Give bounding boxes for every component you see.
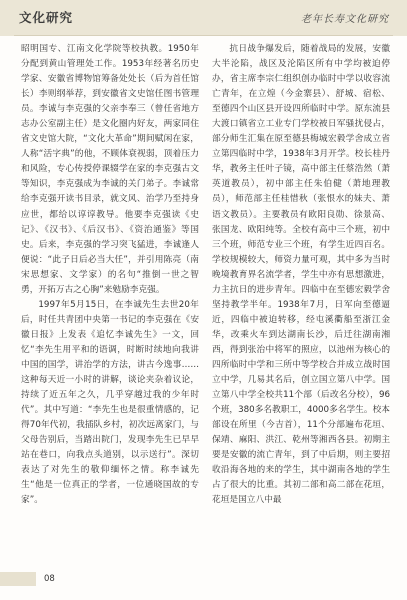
- paragraph: 1997年5月15日，在李诚先生去世20年后，时任共青团中央第一书记的李克强在《安徽日报》上发表《追忆李诚先生》一文，回忆“李先生用平和的语调，时断时续地向我讲中国的国学，讲治学的方法，讲古今逸事……这种每天近一小时的讲解，谈论夹杂着议论，持续了近五年之久，几乎穿越过我的少年时代”。其中写道：“李先生也是很重情感的，记得70年代初，我插队乡村，初次远离家门，与父母告别后，当踏出院门，发现李先生已早早站在巷口，向我点头道别，以示送行”。深切表达了对先生的敬仰缅怀之情。称李诚先生“他是一位真正的学者，一位通晓国故的专家”。: [21, 299, 199, 506]
- paragraph: 抗日战争爆发后，随着战局的发展，安徽大半沦陷，战区及沦陷区所有中学均被迫停办，省主席李宗仁组织创办临时中学以收容流亡青年，在立煌（今金寨县）、舒城、宿松、至德四个山区县开设四所临时中学。原东流县大渡口镇省立工业专门学校被日军骚扰侵占，部分师生汇集在原至德县梅城宏毅学舍成立省立第四临时中学，1938年3月开学。校长桂丹华，教务主任叶子镜，高中部主任蔡浩然（萧英道教员），初中部主任朱伯健（萧地理教员），师范部主任桂惜秋（张恨水的妹夫、萧语文教员）。主要教员有欧阳良勋、徐景高、张国龙、欧阳纯等。全校有高中三个班，初中三个班，师范专业三个班，有学生近四百名。学校规模较大，师资力量可观，其中多为当时晚境教育界名流学者，学生中亦有思想激进，力主抗日的进步青年。四临中在至德宏毅学舍坚持教学半年。1938年7月，日军向至德逼近，四临中被迫转移，经屯溪衢船至浙江金华，改乘火车到达湖南长沙，后迁往湖南湘西，得到张治中将军的照应，以池州为核心的四所临时中学和三所中等学校合并成立战时国立中学，几易其名后，创立国立第八中学。国立第八中学全校共11个部（后改名分校），96个班，380多名教职工，4000多名学生。校本部设在所里（今吉首），11个分部遍布花垣、保靖、麻阳、洪江、乾州等湘西各县。初期主要是安徽的流亡青年，到了中后期，则主要招收沿海各地的来的学生，其中湖南各地的学生占了很大的比重。其初二部和高二部在花垣，花垣是国立八中最: [212, 44, 390, 506]
- page-number: 08: [44, 574, 55, 584]
- page-number-bar: [0, 572, 36, 586]
- section-label: 文化研究: [19, 10, 74, 25]
- right-text-column: [212, 42, 390, 562]
- paragraph-continued: 昭明国专、江南文化学院等校执教。1950年分配到黄山管理处工作。1953年经著名历史学家、安徽省博物馆筹备处处长（后为首任馆长）李则纲举荐，到安徽省文史馆任图书管理员。李诚与李克强的父亲李奉三（曾任省地方志办公室副主任）是文化圈内好友，两家同住省文史馆大院，“文化大革命”期间赋闲在家，人称“活字典”的他，不顾体衰视弱，顶着压力和风险，专心传授停课辍学在家的李克强古文等知识，李克强成为李诚的关门弟子。李诚常给李克强开读书目录，就文风、治学乃至持身应世，都给以谆谆教导。他要李克强读《史记》、《汉书》、《后汉书》、《资治通鉴》等国史。后来，李克强的学习突飞猛进，李诚逢人便说：“此子日后必当大任”，并引用陈亮（南宋思想家、文学家）的名句“推倒一世之智勇，开拓万古之心胸”来勉励李克强。: [21, 44, 199, 295]
- journal-title: 老年长寿文化研究: [301, 14, 389, 25]
- header-divider: [14, 35, 393, 36]
- left-text-column: [21, 42, 199, 562]
